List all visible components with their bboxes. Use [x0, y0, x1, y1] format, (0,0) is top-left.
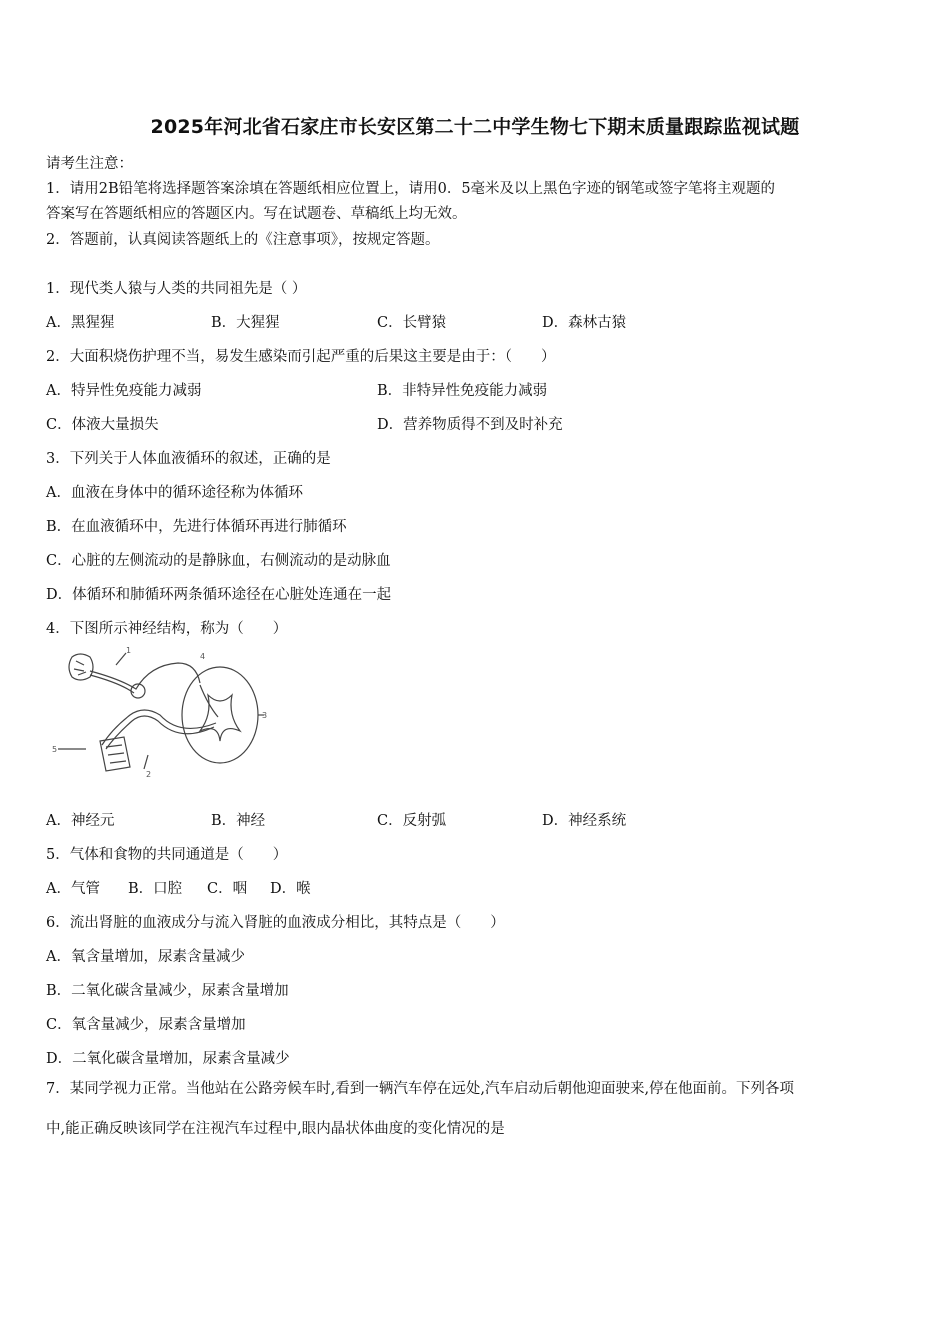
q3-option-a: A．血液在身体中的循环途径称为体循环 [46, 485, 303, 501]
q5-option-a: A．气管 [46, 881, 100, 897]
q6-option-b: B．二氧化碳含量减少，尿素含量增加 [46, 983, 289, 999]
q2-option-d: D．营养物质得不到及时补充 [377, 417, 563, 433]
q5-option-b: B．口腔 [128, 881, 183, 897]
notice-heading: 请考生注意： [46, 156, 133, 172]
q5-option-d: D．喉 [270, 881, 311, 897]
figure-label-4: 4 [200, 652, 206, 661]
q3-option-c: C．心脏的左侧流动的是静脉血，右侧流动的是动脉血 [46, 553, 391, 569]
q4-option-d: D．神经系统 [542, 813, 627, 829]
figure-label-2: 2 [146, 770, 152, 779]
q1-option-d: D．森林古猿 [542, 315, 627, 331]
question-7-stem-line-2: 中,能正确反映该同学在注视汽车过程中,眼内晶状体曲度的变化情况的是 [46, 1121, 505, 1137]
question-3-stem: 3．下列关于人体血液循环的叙述，正确的是 [46, 451, 331, 467]
figure-label-5: 5 [52, 745, 58, 754]
q4-option-c: C．反射弧 [377, 813, 447, 829]
question-7-stem-line-1: 7．某同学视力正常。当他站在公路旁候车时,看到一辆汽车停在远处,汽车启动后朝他迎面驶来,停在他面前。下列各项 [46, 1081, 795, 1097]
reflex-arc-figure [50, 645, 270, 780]
q6-option-a: A．氧含量增加，尿素含量减少 [46, 949, 245, 965]
question-1-stem: 1．现代类人猿与人类的共同祖先是（ ） [46, 281, 307, 297]
q5-option-c: C．咽 [207, 881, 248, 897]
page-title: 2025年河北省石家庄市长安区第二十二中学生物七下期末质量跟踪监视试题 [150, 116, 800, 138]
question-7-stem [46, 1069, 906, 1149]
notice-line-3: 2．答题前，认真阅读答题纸上的《注意事项》，按规定答题。 [46, 232, 440, 248]
q2-option-b: B．非特异性免疫能力减弱 [377, 383, 548, 399]
q6-option-d: D．二氧化碳含量增加，尿素含量减少 [46, 1051, 290, 1067]
q6-option-c: C．氧含量减少，尿素含量增加 [46, 1017, 246, 1033]
q3-option-b: B．在血液循环中，先进行体循环再进行肺循环 [46, 519, 347, 535]
figure-label-1: 1 [126, 646, 132, 655]
q2-option-a: A．特异性免疫能力减弱 [46, 383, 202, 399]
q2-option-c: C．体液大量损失 [46, 417, 159, 433]
q1-option-c: C．长臂猿 [377, 315, 447, 331]
question-6-stem: 6．流出肾脏的血液成分与流入肾脏的血液成分相比，其特点是（ ） [46, 915, 505, 931]
question-5-stem: 5．气体和食物的共同通道是（ ） [46, 847, 288, 863]
q4-option-b: B．神经 [211, 813, 266, 829]
q1-option-b: B．大猩猩 [211, 315, 280, 331]
q1-option-a: A．黑猩猩 [46, 315, 115, 331]
notice-line-2: 答案写在答题纸相应的答题区内。写在试题卷、草稿纸上均无效。 [46, 206, 467, 222]
question-2-stem: 2．大面积烧伤护理不当，易发生感染而引起严重的后果这主要是由于：（ ） [46, 349, 556, 365]
figure-label-3: 3 [262, 711, 268, 720]
q3-option-d: D．体循环和肺循环两条循环途径在心脏处连通在一起 [46, 587, 392, 603]
notice-line-1: 1．请用2B铅笔将选择题答案涂填在答题纸相应位置上，请用0．5毫米及以上黑色字迹的钢笔或签字笔将主观题的 [46, 181, 776, 197]
q4-option-a: A．神经元 [46, 813, 115, 829]
question-4-stem: 4．下图所示神经结构，称为（ ） [46, 621, 288, 637]
